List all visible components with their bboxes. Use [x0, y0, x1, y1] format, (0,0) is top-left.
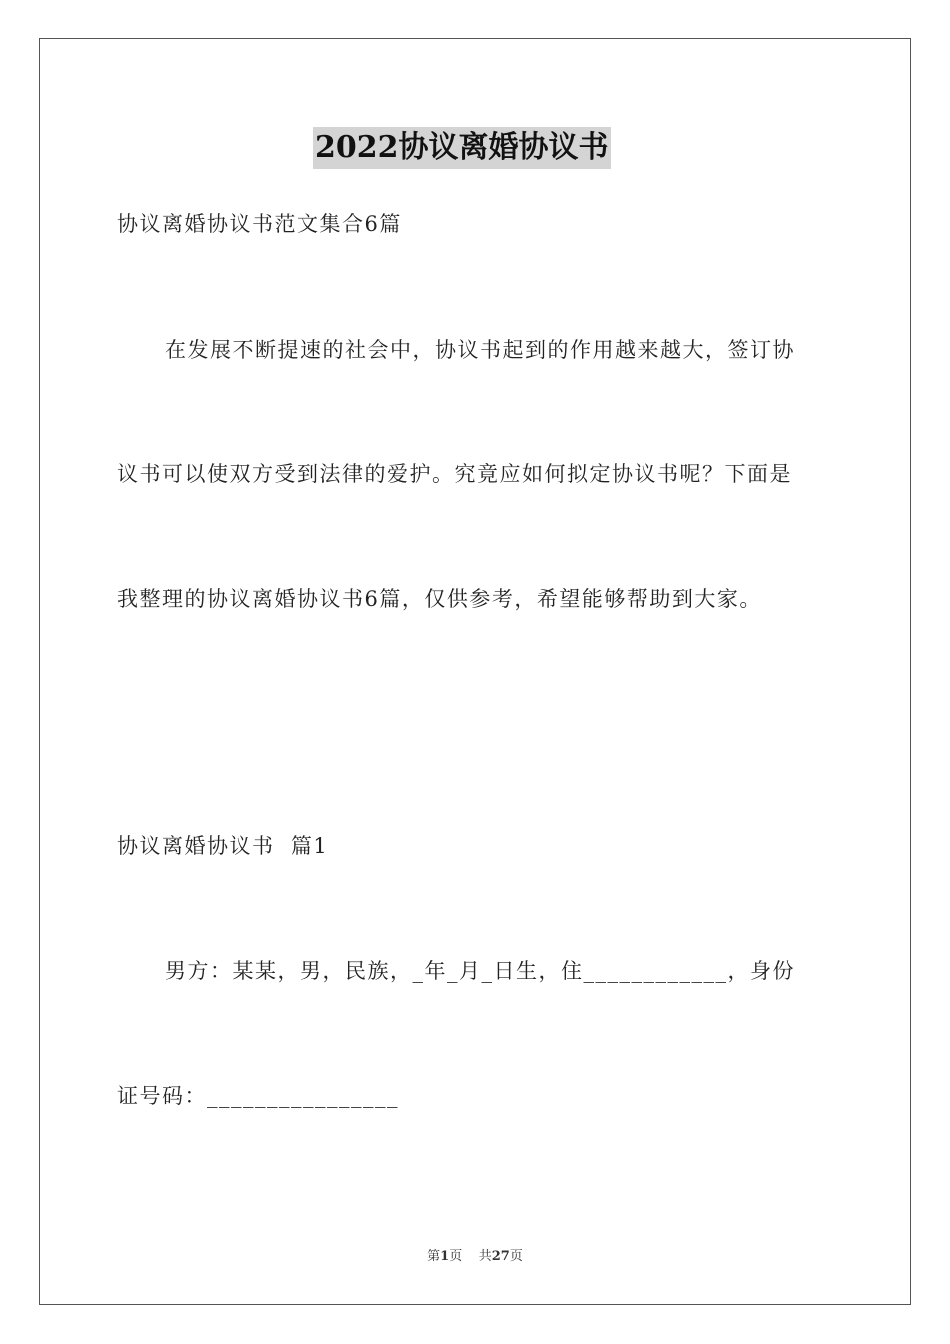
footer-total-prefix: 共: [478, 1249, 492, 1264]
intro-line-2: 议书可以使双方受到法律的爱护。究竟应如何拟定协议书呢？下面是: [117, 462, 792, 486]
footer-page-suffix: 页: [449, 1249, 463, 1264]
footer-page-number: 1: [440, 1249, 450, 1264]
footer-page-prefix: 第: [427, 1249, 441, 1264]
page-footer: [0, 1248, 950, 1266]
document-title: 2022协议离婚协议书: [313, 127, 611, 169]
intro-line-3: 我整理的协议离婚协议书6篇，仅供参考，希望能够帮助到大家。: [117, 587, 762, 611]
footer-total-suffix: 页: [509, 1249, 523, 1264]
footer-total-pages: 27: [491, 1249, 510, 1264]
body-line-2: 证号码：________________: [117, 1084, 399, 1108]
intro-line-1: 在发展不断提速的社会中，协议书起到的作用越来越大，签订协: [165, 338, 795, 362]
body-line-1: 男方：某某，男，民族，_年_月_日生，住____________，身份: [165, 959, 795, 983]
section-heading: 协议离婚协议书 篇1: [117, 834, 329, 858]
document-subtitle: 协议离婚协议书范文集合6篇: [117, 212, 402, 236]
